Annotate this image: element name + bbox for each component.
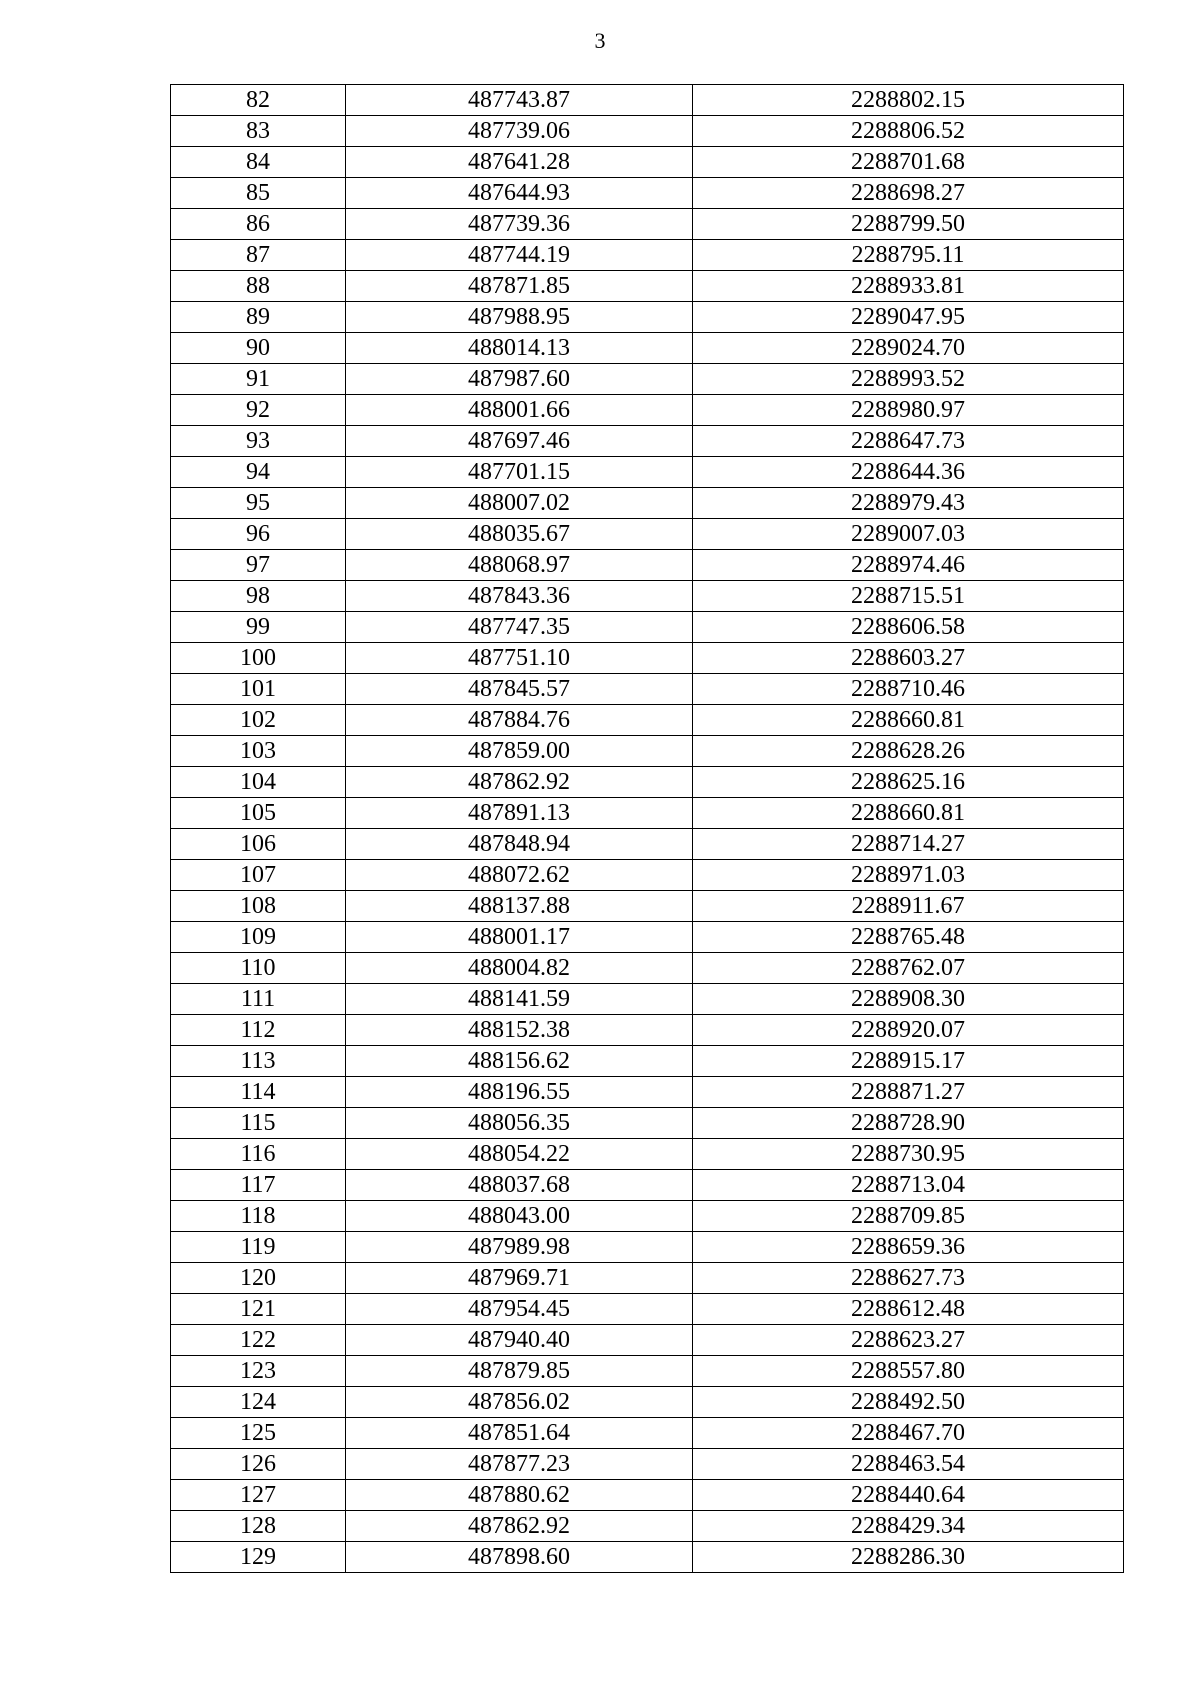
point-number-cell: 98 — [171, 581, 346, 612]
point-number-cell: 110 — [171, 953, 346, 984]
x-coordinate-cell: 488196.55 — [346, 1077, 693, 1108]
y-coordinate-cell: 2288979.43 — [693, 488, 1124, 519]
y-coordinate-cell: 2288806.52 — [693, 116, 1124, 147]
y-coordinate-cell: 2288557.80 — [693, 1356, 1124, 1387]
point-number-cell: 88 — [171, 271, 346, 302]
table-row — [171, 209, 1124, 240]
y-coordinate-cell: 2288915.17 — [693, 1046, 1124, 1077]
table-row — [171, 1077, 1124, 1108]
point-number-cell: 96 — [171, 519, 346, 550]
table-row — [171, 1294, 1124, 1325]
table-row — [171, 85, 1124, 116]
point-number-cell: 119 — [171, 1232, 346, 1263]
point-number-cell: 82 — [171, 85, 346, 116]
x-coordinate-cell: 487851.64 — [346, 1418, 693, 1449]
point-number-cell: 84 — [171, 147, 346, 178]
point-number-cell: 103 — [171, 736, 346, 767]
table-row — [171, 612, 1124, 643]
table-row — [171, 178, 1124, 209]
x-coordinate-cell: 488068.97 — [346, 550, 693, 581]
y-coordinate-cell: 2288971.03 — [693, 860, 1124, 891]
point-number-cell: 92 — [171, 395, 346, 426]
point-number-cell: 120 — [171, 1263, 346, 1294]
y-coordinate-cell: 2288762.07 — [693, 953, 1124, 984]
table-row — [171, 302, 1124, 333]
y-coordinate-cell: 2288628.26 — [693, 736, 1124, 767]
point-number-cell: 83 — [171, 116, 346, 147]
x-coordinate-cell: 487987.60 — [346, 364, 693, 395]
y-coordinate-cell: 2288660.81 — [693, 798, 1124, 829]
y-coordinate-cell: 2288802.15 — [693, 85, 1124, 116]
y-coordinate-cell: 2288980.97 — [693, 395, 1124, 426]
table-row — [171, 1201, 1124, 1232]
x-coordinate-cell: 487739.36 — [346, 209, 693, 240]
point-number-cell: 118 — [171, 1201, 346, 1232]
x-coordinate-cell: 487747.35 — [346, 612, 693, 643]
x-coordinate-cell: 487940.40 — [346, 1325, 693, 1356]
point-number-cell: 90 — [171, 333, 346, 364]
point-number-cell: 101 — [171, 674, 346, 705]
table-row — [171, 1542, 1124, 1573]
table-row — [171, 271, 1124, 302]
y-coordinate-cell: 2288911.67 — [693, 891, 1124, 922]
table-row — [171, 1449, 1124, 1480]
table-row — [171, 1139, 1124, 1170]
x-coordinate-cell: 487751.10 — [346, 643, 693, 674]
y-coordinate-cell: 2288920.07 — [693, 1015, 1124, 1046]
x-coordinate-cell: 487877.23 — [346, 1449, 693, 1480]
y-coordinate-cell: 2288606.58 — [693, 612, 1124, 643]
table-row — [171, 240, 1124, 271]
table-row — [171, 1232, 1124, 1263]
y-coordinate-cell: 2288713.04 — [693, 1170, 1124, 1201]
table-row — [171, 426, 1124, 457]
y-coordinate-cell: 2288467.70 — [693, 1418, 1124, 1449]
x-coordinate-cell: 488004.82 — [346, 953, 693, 984]
x-coordinate-cell: 487891.13 — [346, 798, 693, 829]
table-row — [171, 1263, 1124, 1294]
y-coordinate-cell: 2288730.95 — [693, 1139, 1124, 1170]
x-coordinate-cell: 487884.76 — [346, 705, 693, 736]
table-row — [171, 829, 1124, 860]
x-coordinate-cell: 487856.02 — [346, 1387, 693, 1418]
y-coordinate-cell: 2288659.36 — [693, 1232, 1124, 1263]
x-coordinate-cell: 488043.00 — [346, 1201, 693, 1232]
table-row — [171, 519, 1124, 550]
x-coordinate-cell: 487954.45 — [346, 1294, 693, 1325]
point-number-cell: 128 — [171, 1511, 346, 1542]
y-coordinate-cell: 2288871.27 — [693, 1077, 1124, 1108]
table-row — [171, 116, 1124, 147]
point-number-cell: 93 — [171, 426, 346, 457]
table-row — [171, 457, 1124, 488]
y-coordinate-cell: 2288714.27 — [693, 829, 1124, 860]
x-coordinate-cell: 488072.62 — [346, 860, 693, 891]
x-coordinate-cell: 488001.17 — [346, 922, 693, 953]
y-coordinate-cell: 2288286.30 — [693, 1542, 1124, 1573]
table-row — [171, 1015, 1124, 1046]
point-number-cell: 126 — [171, 1449, 346, 1480]
point-number-cell: 91 — [171, 364, 346, 395]
table-row — [171, 674, 1124, 705]
point-number-cell: 89 — [171, 302, 346, 333]
point-number-cell: 99 — [171, 612, 346, 643]
point-number-cell: 95 — [171, 488, 346, 519]
y-coordinate-cell: 2288908.30 — [693, 984, 1124, 1015]
table-row — [171, 1108, 1124, 1139]
point-number-cell: 85 — [171, 178, 346, 209]
x-coordinate-cell: 488152.38 — [346, 1015, 693, 1046]
y-coordinate-cell: 2288710.46 — [693, 674, 1124, 705]
y-coordinate-cell: 2288993.52 — [693, 364, 1124, 395]
point-number-cell: 123 — [171, 1356, 346, 1387]
point-number-cell: 104 — [171, 767, 346, 798]
table-row — [171, 395, 1124, 426]
coordinates-table — [170, 84, 1124, 1573]
table-row — [171, 643, 1124, 674]
y-coordinate-cell: 2288625.16 — [693, 767, 1124, 798]
table-row — [171, 922, 1124, 953]
point-number-cell: 121 — [171, 1294, 346, 1325]
point-number-cell: 97 — [171, 550, 346, 581]
table-row — [171, 1387, 1124, 1418]
table-row — [171, 705, 1124, 736]
x-coordinate-cell: 487744.19 — [346, 240, 693, 271]
point-number-cell: 87 — [171, 240, 346, 271]
point-number-cell: 115 — [171, 1108, 346, 1139]
table-row — [171, 581, 1124, 612]
table-row — [171, 1325, 1124, 1356]
y-coordinate-cell: 2288603.27 — [693, 643, 1124, 674]
table-row — [171, 1046, 1124, 1077]
y-coordinate-cell: 2289007.03 — [693, 519, 1124, 550]
y-coordinate-cell: 2288765.48 — [693, 922, 1124, 953]
table-row — [171, 364, 1124, 395]
point-number-cell: 122 — [171, 1325, 346, 1356]
x-coordinate-cell: 487880.62 — [346, 1480, 693, 1511]
y-coordinate-cell: 2288647.73 — [693, 426, 1124, 457]
point-number-cell: 116 — [171, 1139, 346, 1170]
table-row — [171, 891, 1124, 922]
y-coordinate-cell: 2288974.46 — [693, 550, 1124, 581]
x-coordinate-cell: 487697.46 — [346, 426, 693, 457]
x-coordinate-cell: 487644.93 — [346, 178, 693, 209]
y-coordinate-cell: 2288463.54 — [693, 1449, 1124, 1480]
point-number-cell: 94 — [171, 457, 346, 488]
y-coordinate-cell: 2288440.64 — [693, 1480, 1124, 1511]
x-coordinate-cell: 488141.59 — [346, 984, 693, 1015]
x-coordinate-cell: 487701.15 — [346, 457, 693, 488]
x-coordinate-cell: 488056.35 — [346, 1108, 693, 1139]
y-coordinate-cell: 2288795.11 — [693, 240, 1124, 271]
y-coordinate-cell: 2288660.81 — [693, 705, 1124, 736]
table-row — [171, 488, 1124, 519]
y-coordinate-cell: 2288429.34 — [693, 1511, 1124, 1542]
y-coordinate-cell: 2288701.68 — [693, 147, 1124, 178]
x-coordinate-cell: 487988.95 — [346, 302, 693, 333]
y-coordinate-cell: 2288728.90 — [693, 1108, 1124, 1139]
page-number: 3 — [594, 28, 606, 53]
table-row — [171, 147, 1124, 178]
table-row — [171, 953, 1124, 984]
table-row — [171, 550, 1124, 581]
x-coordinate-cell: 487859.00 — [346, 736, 693, 767]
x-coordinate-cell: 487743.87 — [346, 85, 693, 116]
point-number-cell: 112 — [171, 1015, 346, 1046]
x-coordinate-cell: 487641.28 — [346, 147, 693, 178]
y-coordinate-cell: 2288715.51 — [693, 581, 1124, 612]
x-coordinate-cell: 487871.85 — [346, 271, 693, 302]
x-coordinate-cell: 487862.92 — [346, 767, 693, 798]
y-coordinate-cell: 2288612.48 — [693, 1294, 1124, 1325]
table-row — [171, 1480, 1124, 1511]
table-row — [171, 860, 1124, 891]
point-number-cell: 127 — [171, 1480, 346, 1511]
point-number-cell: 108 — [171, 891, 346, 922]
point-number-cell: 111 — [171, 984, 346, 1015]
x-coordinate-cell: 488014.13 — [346, 333, 693, 364]
x-coordinate-cell: 488035.67 — [346, 519, 693, 550]
x-coordinate-cell: 487843.36 — [346, 581, 693, 612]
table-row — [171, 798, 1124, 829]
y-coordinate-cell: 2289024.70 — [693, 333, 1124, 364]
x-coordinate-cell: 487879.85 — [346, 1356, 693, 1387]
point-number-cell: 105 — [171, 798, 346, 829]
point-number-cell: 129 — [171, 1542, 346, 1573]
x-coordinate-cell: 487845.57 — [346, 674, 693, 705]
table-row — [171, 736, 1124, 767]
point-number-cell: 102 — [171, 705, 346, 736]
x-coordinate-cell: 487848.94 — [346, 829, 693, 860]
point-number-cell: 107 — [171, 860, 346, 891]
x-coordinate-cell: 487739.06 — [346, 116, 693, 147]
y-coordinate-cell: 2289047.95 — [693, 302, 1124, 333]
x-coordinate-cell: 488037.68 — [346, 1170, 693, 1201]
x-coordinate-cell: 488156.62 — [346, 1046, 693, 1077]
coordinates-table-body — [171, 85, 1124, 1573]
point-number-cell: 124 — [171, 1387, 346, 1418]
table-row — [171, 1356, 1124, 1387]
table-row — [171, 1511, 1124, 1542]
x-coordinate-cell: 487969.71 — [346, 1263, 693, 1294]
point-number-cell: 109 — [171, 922, 346, 953]
table-row — [171, 984, 1124, 1015]
y-coordinate-cell: 2288698.27 — [693, 178, 1124, 209]
y-coordinate-cell: 2288709.85 — [693, 1201, 1124, 1232]
point-number-cell: 117 — [171, 1170, 346, 1201]
x-coordinate-cell: 487989.98 — [346, 1232, 693, 1263]
point-number-cell: 114 — [171, 1077, 346, 1108]
table-row — [171, 1170, 1124, 1201]
y-coordinate-cell: 2288623.27 — [693, 1325, 1124, 1356]
point-number-cell: 106 — [171, 829, 346, 860]
point-number-cell: 113 — [171, 1046, 346, 1077]
y-coordinate-cell: 2288933.81 — [693, 271, 1124, 302]
table-row — [171, 767, 1124, 798]
x-coordinate-cell: 488137.88 — [346, 891, 693, 922]
y-coordinate-cell: 2288799.50 — [693, 209, 1124, 240]
y-coordinate-cell: 2288492.50 — [693, 1387, 1124, 1418]
x-coordinate-cell: 487898.60 — [346, 1542, 693, 1573]
y-coordinate-cell: 2288644.36 — [693, 457, 1124, 488]
x-coordinate-cell: 488007.02 — [346, 488, 693, 519]
y-coordinate-cell: 2288627.73 — [693, 1263, 1124, 1294]
point-number-cell: 125 — [171, 1418, 346, 1449]
x-coordinate-cell: 487862.92 — [346, 1511, 693, 1542]
point-number-cell: 100 — [171, 643, 346, 674]
x-coordinate-cell: 488054.22 — [346, 1139, 693, 1170]
x-coordinate-cell: 488001.66 — [346, 395, 693, 426]
table-row — [171, 333, 1124, 364]
table-row — [171, 1418, 1124, 1449]
point-number-cell: 86 — [171, 209, 346, 240]
